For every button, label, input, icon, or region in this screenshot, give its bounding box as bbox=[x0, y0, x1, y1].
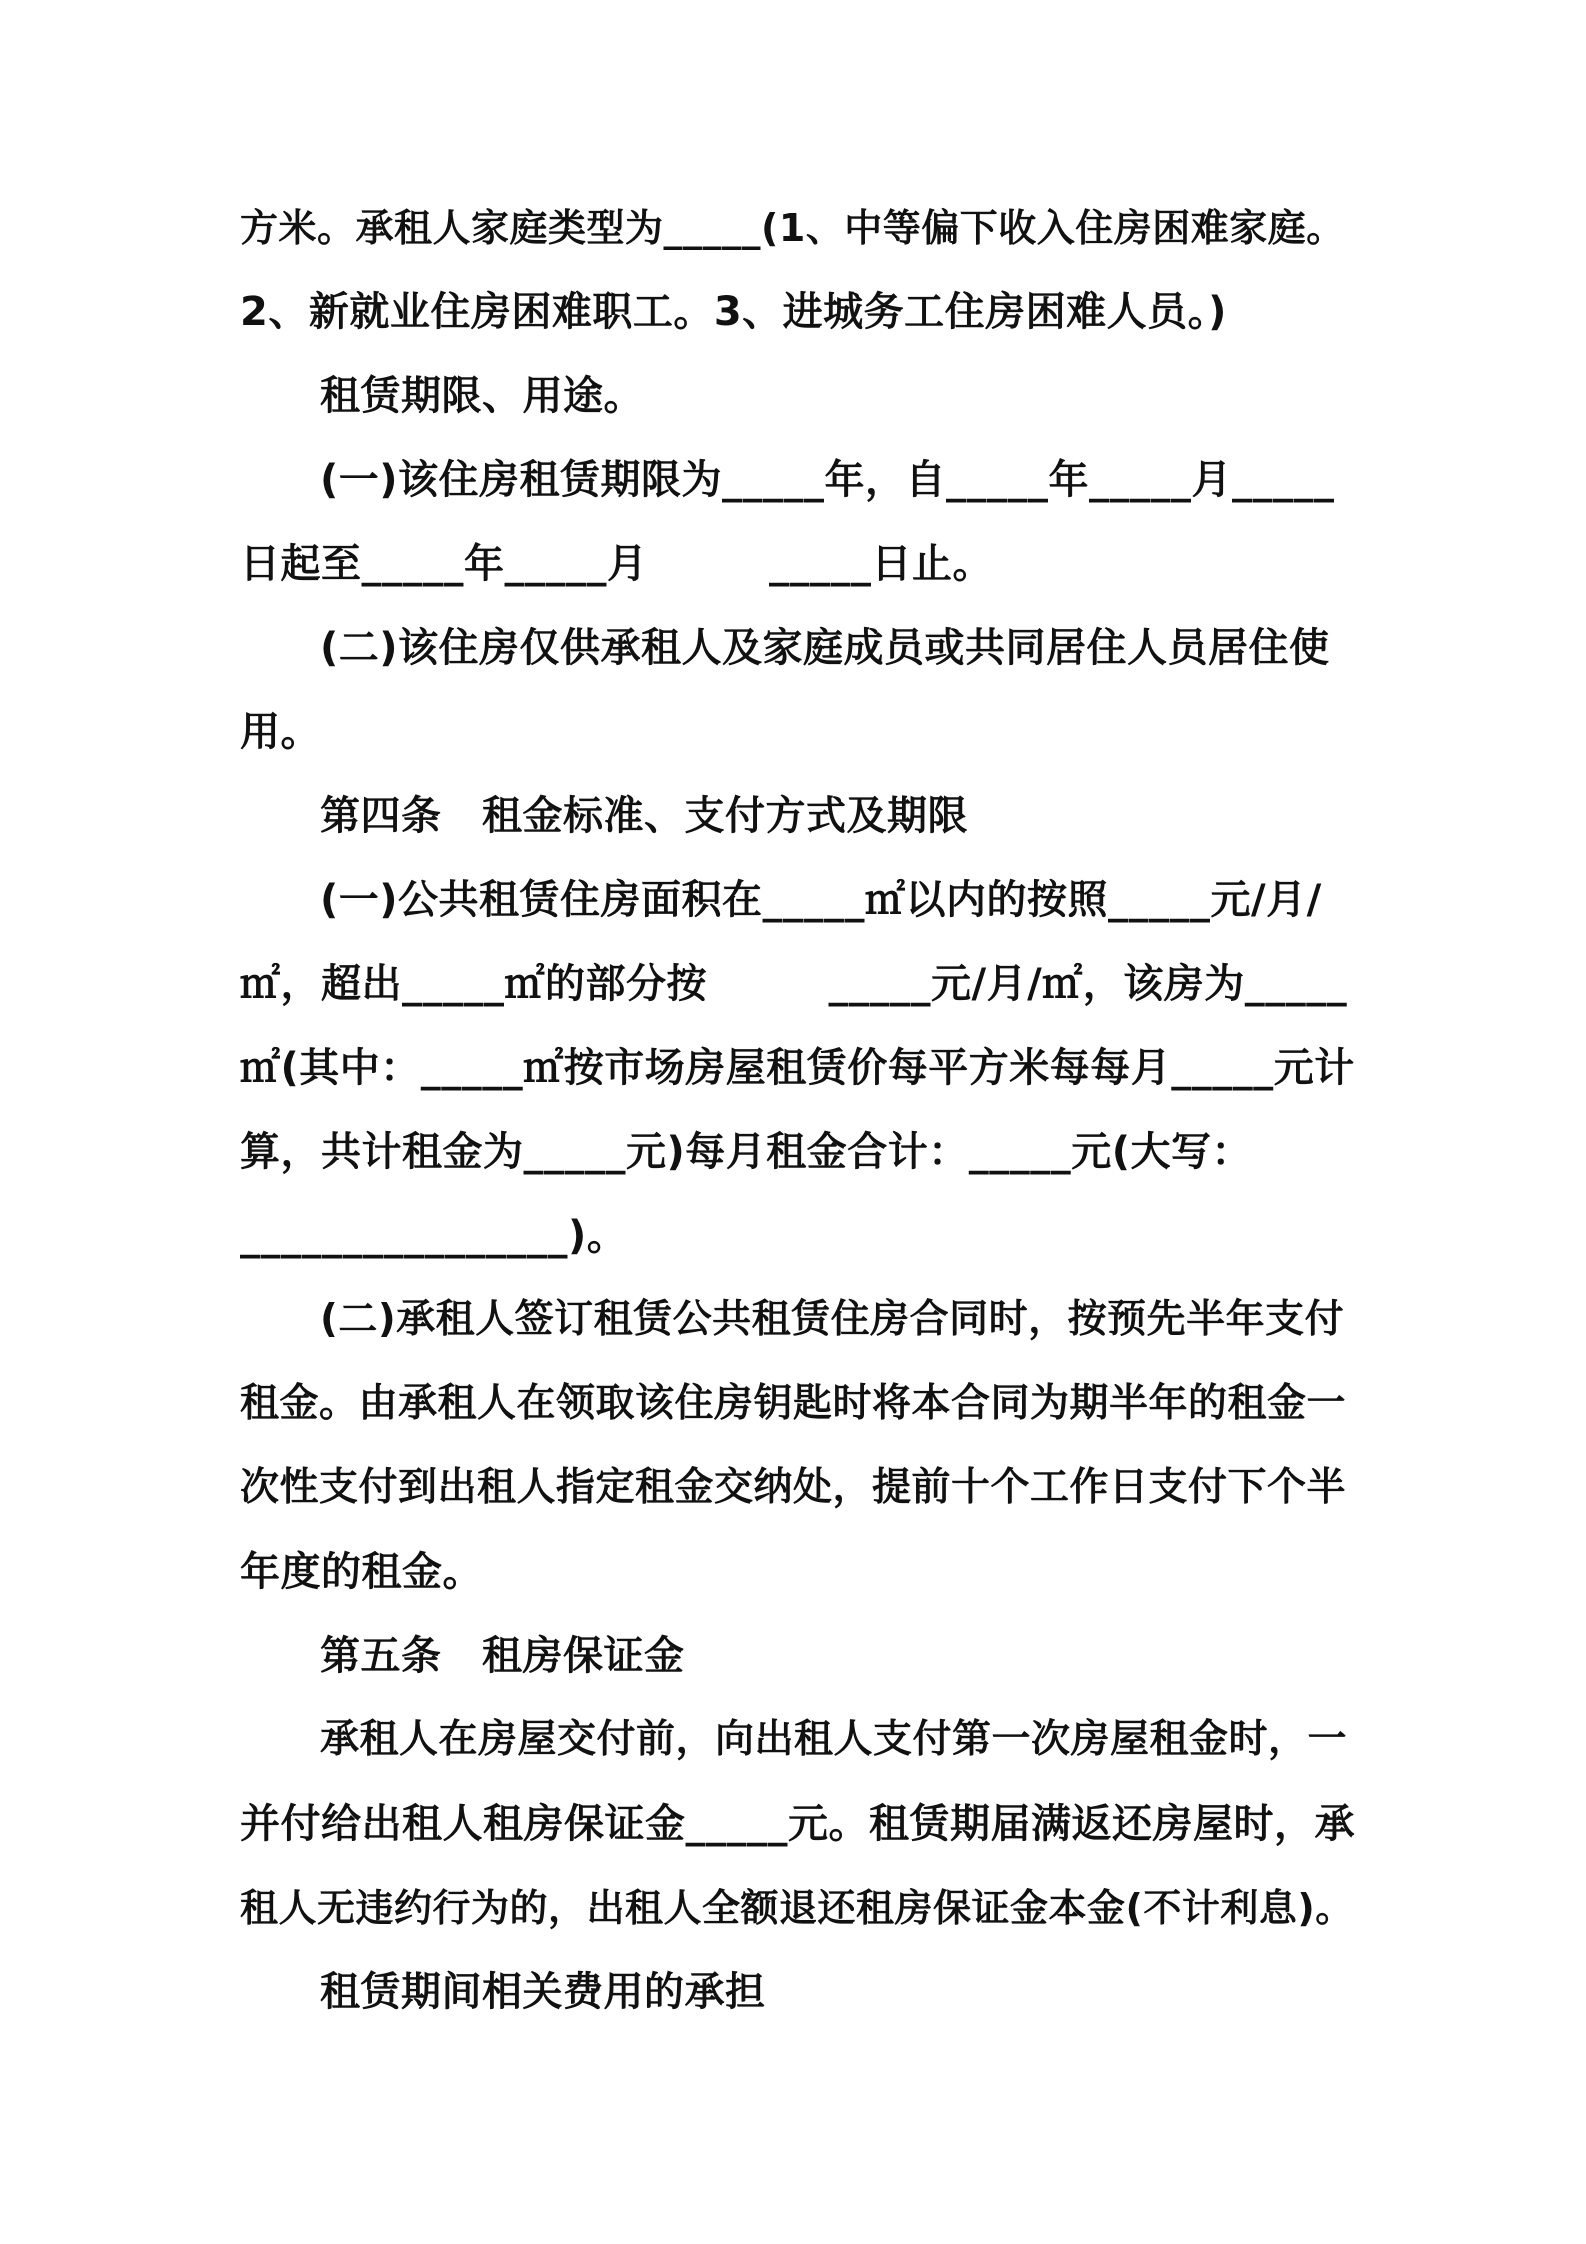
text-line: 算，共计租金为_____元)每月租金合计：_____元(大写： bbox=[240, 1129, 1253, 1175]
text-line: 次性支付到出租人指定租金交纳处，提前十个工作日支付下个半 bbox=[240, 1465, 1347, 1510]
text-line: ________________)。 bbox=[240, 1213, 628, 1259]
text-line: 方米。承租人家庭类型为_____(1、中等偏下收入住房困难家庭。 bbox=[240, 206, 1345, 250]
section-heading: 第四条 租金标准、支付方式及期限 bbox=[320, 793, 968, 839]
text-line: 日起至_____年_____月 _____日止。 bbox=[240, 541, 993, 587]
text-line: ㎡，超出_____㎡的部分按 _____元/月/㎡，该房为_____ bbox=[240, 961, 1348, 1007]
text-line: (二)该住房仅供承租人及家庭成员或共同居住人员居住使 bbox=[320, 625, 1330, 671]
text-line: 年度的租金。 bbox=[240, 1549, 483, 1595]
text-line: (一)公共租赁住房面积在_____㎡以内的按照_____元/月/ bbox=[320, 877, 1322, 923]
text-line: (二)承租人签订租赁公共租赁住房合同时，按预先半年支付 bbox=[320, 1297, 1345, 1342]
text-line: 租人无违约行为的，出租人全额退还租房保证金本金(不计利息)。 bbox=[240, 1886, 1354, 1930]
text-line: 2、新就业住房困难职工。3、进城务工住房困难人员。) bbox=[240, 289, 1227, 335]
text-line: (一)该住房租赁期限为_____年，自_____年_____月_____ bbox=[320, 457, 1335, 503]
section-heading: 租赁期间相关费用的承担 bbox=[320, 1969, 766, 2015]
text-line: 租金。由承租人在领取该住房钥匙时将本合同为期半年的租金一 bbox=[240, 1381, 1347, 1426]
text-line: 承租人在房屋交付前，向出租人支付第一次房屋租金时，一 bbox=[320, 1717, 1348, 1762]
text-line: 用。 bbox=[240, 709, 321, 755]
section-heading: 第五条 租房保证金 bbox=[320, 1633, 685, 1679]
text-line: 租赁期限、用途。 bbox=[320, 373, 644, 419]
text-line: ㎡(其中：_____㎡按市场房屋租赁价每平方米每每月_____元计 bbox=[240, 1045, 1355, 1091]
text-line: 并付给出租人租房保证金_____元。租赁期届满返还房屋时，承 bbox=[240, 1801, 1355, 1847]
